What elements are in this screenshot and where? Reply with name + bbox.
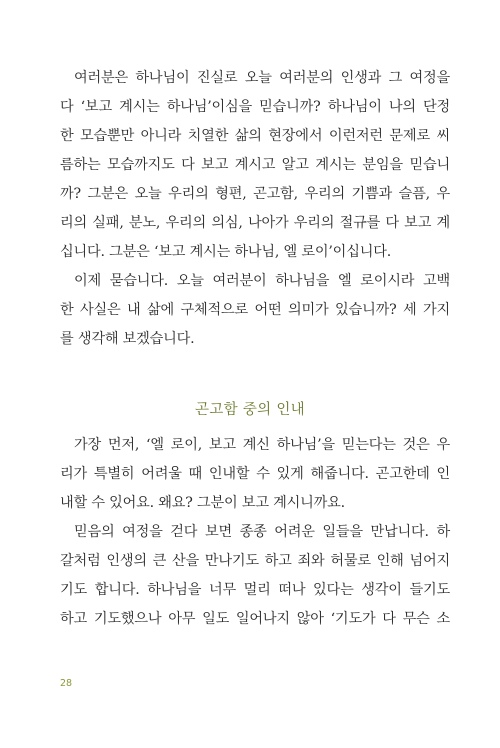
text-line: 름하는 모습까지도 다 보고 계시고 알고 계시는 분임을 믿습니 <box>60 157 450 173</box>
text-line: 믿음의 여정을 걷다 보면 종종 어려운 일들을 만납니다. 하 <box>74 524 450 540</box>
text-line: 를 생각해 보겠습니다. <box>60 331 195 347</box>
text-line: 한 사실은 내 삶에 구체적으로 어떤 의미가 있습니까? 세 가지 <box>60 302 450 318</box>
text-line: 한 모습뿐만 아니라 치열한 삶의 현장에서 이런저런 문제로 씨 <box>60 128 450 144</box>
text-line: 리의 실패, 분노, 우리의 의심, 나아가 우리의 절규를 다 보고 계 <box>60 215 450 231</box>
text-line: 이제 묻습니다. 오늘 여러분이 하나님을 엘 로이시라 고백 <box>74 273 450 289</box>
text-line: 기도 합니다. 하나님을 너무 멀리 떠나 있다는 생각이 들기도 <box>60 582 450 598</box>
text-line: 리가 특별히 어려울 때 인내할 수 있게 해줍니다. 곤고한데 인 <box>60 466 450 482</box>
text-line: 십니다. 그분은 ‘보고 계시는 하나님, 엘 로이’이십니다. <box>60 244 392 260</box>
text-line: 까? 그분은 오늘 우리의 형편, 곤고함, 우리의 기쁨과 슬픔, 우 <box>60 186 450 202</box>
text-line: 갈처럼 인생의 큰 산을 만나기도 하고 죄와 허물로 인해 넘어지 <box>60 553 450 569</box>
text-line: 하고 기도했으나 아무 일도 일어나지 않아 ‘기도가 다 무슨 소 <box>60 611 450 627</box>
text-line: 여러분은 하나님이 진실로 오늘 여러분의 인생과 그 여정을 <box>74 70 450 86</box>
section-heading: 곤고함 중의 인내 <box>195 402 305 418</box>
page-number: 28 <box>60 678 73 689</box>
text-line: 내할 수 있어요. 왜요? 그분이 보고 계시니까요. <box>60 495 345 511</box>
text-line: 가장 먼저, ‘엘 로이, 보고 계신 하나님’을 믿는다는 것은 우 <box>74 437 450 453</box>
text-line: 다 ‘보고 계시는 하나님’이심을 믿습니까? 하나님이 나의 단정 <box>60 99 450 115</box>
